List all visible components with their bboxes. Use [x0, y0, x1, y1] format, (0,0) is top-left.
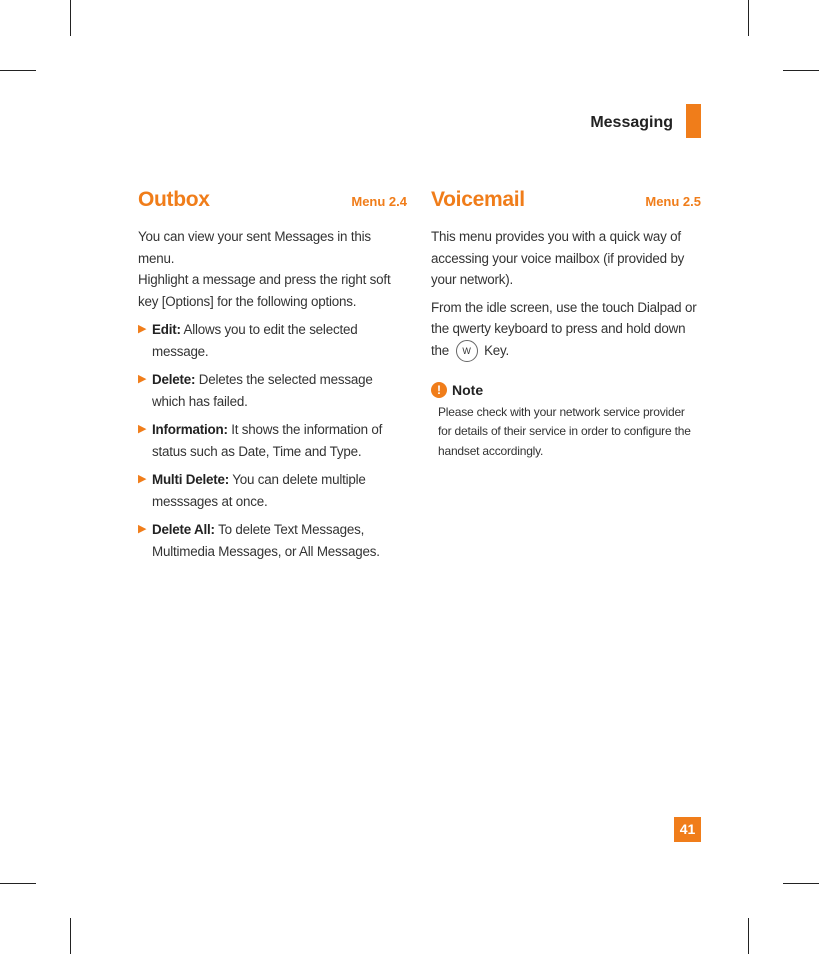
crop-mark — [70, 0, 71, 36]
crop-mark — [70, 918, 71, 954]
voicemail-description: This menu provides you with a quick way of accessing your voice mailbox (if provided by your network). — [431, 229, 685, 287]
note-label: Note — [452, 381, 484, 398]
outbox-options-list — [138, 319, 407, 562]
option-term: Delete: — [152, 372, 196, 387]
voicemail-menu-ref: Menu 2.5 — [645, 194, 701, 209]
crop-mark — [783, 70, 819, 71]
option-term: Multi Delete: — [152, 472, 230, 487]
note-text: Please check with your network service provider for details of their service in order to configure the handset accordingly. — [438, 404, 691, 458]
option-desc: Allows you to edit the selected message. — [152, 322, 358, 359]
crop-mark — [748, 0, 749, 36]
option-desc: Deletes the selected message which has failed. — [152, 372, 373, 409]
note-box — [431, 382, 701, 462]
option-term: Information: — [152, 422, 228, 437]
voicemail-instructions — [431, 297, 701, 362]
bullet-arrow-icon: ▶ — [138, 523, 147, 535]
bullet-arrow-icon: ▶ — [138, 423, 147, 435]
list-item — [138, 469, 407, 512]
list-item — [138, 419, 407, 462]
voicemail-key-icon: W — [456, 340, 478, 362]
outbox-intro-options: Highlight a message and press the right soft key [Options] for the following options. — [138, 272, 391, 309]
voicemail-title-row — [431, 188, 701, 218]
voicemail-instructions-text: From the idle screen, use the touch Dialpad or the qwerty keyboard to press and hold down the — [431, 299, 697, 358]
list-item — [138, 369, 407, 412]
page-number: 41 — [674, 817, 701, 842]
list-item — [138, 519, 407, 562]
option-desc: It shows the information of status such as Date, Time and Type. — [152, 422, 383, 459]
voicemail-instructions-end: Key. — [484, 342, 510, 358]
crop-mark — [0, 70, 36, 71]
voicemail-title: Voicemail — [431, 188, 525, 211]
crop-mark — [748, 918, 749, 954]
bullet-arrow-icon: ▶ — [138, 473, 147, 485]
option-desc: To delete Text Messages, Multimedia Messages, or All Messages. — [152, 522, 380, 559]
crop-mark — [783, 883, 819, 884]
bullet-arrow-icon: ▶ — [138, 373, 147, 385]
option-term: Edit: — [152, 322, 181, 337]
outbox-title-row — [138, 188, 407, 218]
option-desc: You can delete multiple messsages at once. — [152, 472, 366, 509]
note-header — [431, 382, 701, 398]
outbox-intro: You can view your sent Messages in this menu. — [138, 229, 371, 266]
warning-icon: ! — [431, 382, 447, 398]
bullet-arrow-icon: ▶ — [138, 323, 147, 335]
outbox-menu-ref: Menu 2.4 — [351, 194, 407, 209]
voicemail-section — [431, 188, 701, 461]
outbox-title: Outbox — [138, 188, 210, 211]
option-term: Delete All: — [152, 522, 215, 537]
crop-mark — [0, 883, 36, 884]
outbox-section — [138, 188, 407, 569]
list-item — [138, 319, 407, 362]
section-tab — [686, 104, 701, 138]
section-header: Messaging — [590, 114, 673, 131]
